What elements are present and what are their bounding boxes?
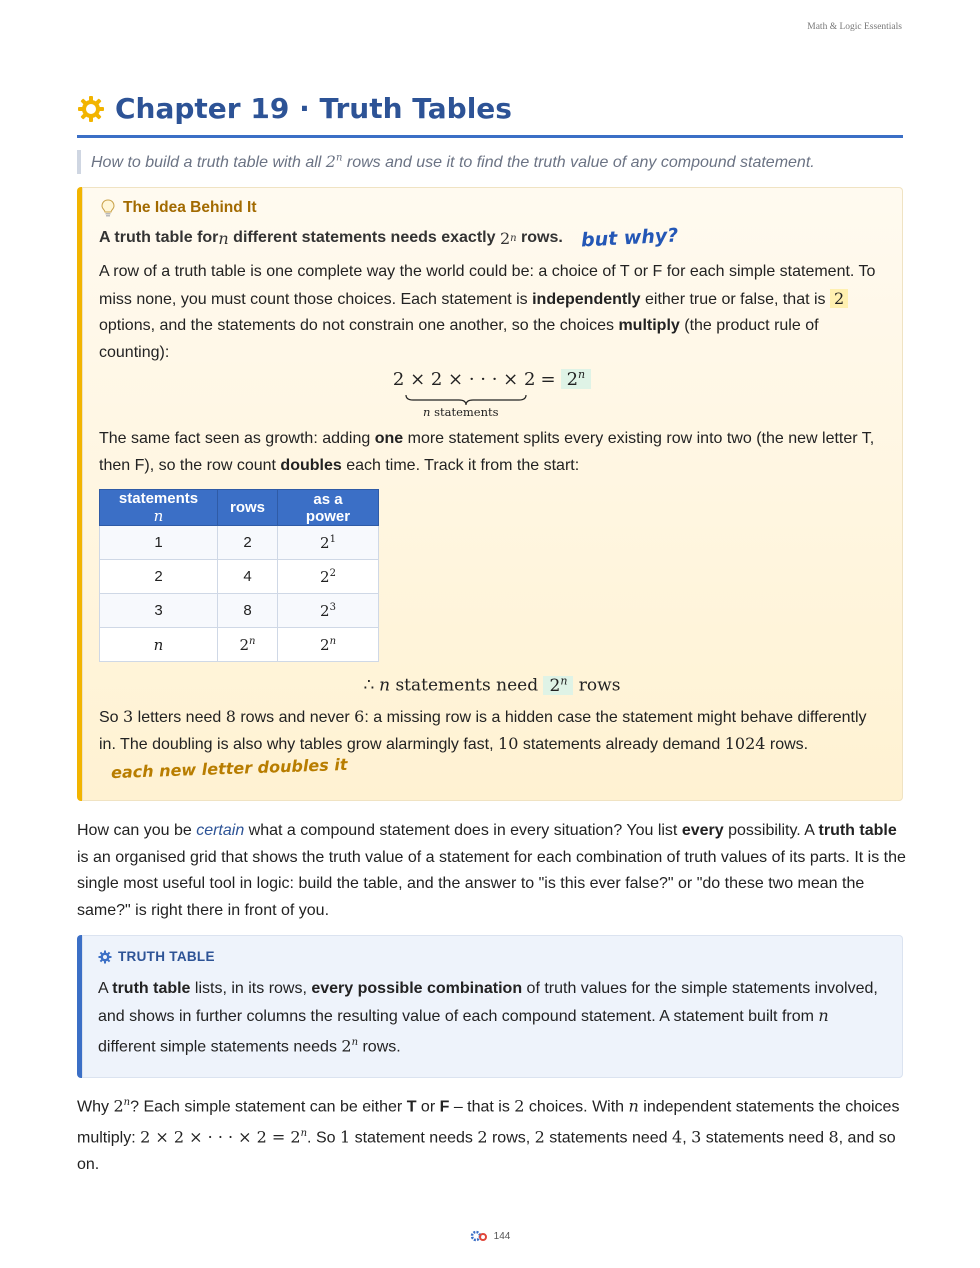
idea-paragraph-3: So 3 letters need 8 rows and never 6: a missing row is a hidden case the statement might behave differently in. The doubling is also why tables grow alarmingly fast, 10 statements already demand 1024 rows.: [99, 706, 867, 754]
table-header: as a power: [278, 490, 379, 526]
underbrace-label: n statements: [423, 405, 499, 419]
therefore-line: ∴ n statements need 2$^n$ rows: [363, 674, 621, 696]
idea-paragraph-2: The same fact seen as growth: adding one more statement splits every existing row into two (the new letter T, then F), so the row count doubles each time. Track it from the start:: [99, 430, 875, 474]
table-header: rows: [218, 490, 278, 526]
page-footer: [0, 1230, 980, 1242]
handwritten-annotation: but why?: [580, 224, 679, 252]
table-row: n 2$^n$ 2$^n$: [100, 628, 379, 662]
chapter-subtitle: How to build a truth table with all 2$^n$ rows and use it to find the truth value of any compound statement.: [77, 150, 903, 174]
product-formula: 2 × 2 × · · · × 2 = 2$^n$ n statements: [99, 368, 885, 426]
running-header: Math & Logic Essentials: [807, 22, 902, 32]
idea-claim: A truth table for n different statements needs exactly 2 n rows. but why?: [99, 224, 679, 252]
definition-text: A truth table lists, in its rows, every possible combination of truth values for the simple statements involved, and shows in further columns the resulting value of each compound statement. A statement built from n different simple statements needs 2$^n$ rows.: [98, 980, 878, 1056]
intro-paragraph: How can you be certain what a compound statement does in every situation? You list every possibility. A truth table is an organised grid that shows the truth value of a statement for each combination of truth values of its parts. It is the single most useful tool in logic: build the table, and the answer to "is this ever false?" or "do these two mean the same?" is right there in front of you.: [77, 822, 906, 919]
growth-table: [99, 489, 379, 662]
gears-logo-icon: [470, 1230, 488, 1242]
idea-paragraph-1: A row of a truth table is one complete way the world could be: a choice of T or F for each simple statement. To miss none, you must count those choices. Each statement is independently either true or false, that is 2 options, and the statements do not constrain one another, so the choices multiply (the product rule of counting):: [99, 263, 876, 361]
chapter-heading: [77, 92, 903, 138]
definition-box: [77, 935, 903, 1078]
definition-label: TRUTH TABLE: [98, 949, 885, 964]
idea-callout: [77, 187, 903, 801]
lightbulb-icon: [101, 199, 115, 217]
handwritten-annotation-2: each new letter doubles it: [110, 754, 348, 782]
chapter-title: Chapter 19 · Truth Tables: [115, 92, 512, 125]
page-number: 144: [493, 1230, 511, 1242]
highlight-two: 2: [830, 289, 848, 308]
table-header: statements n: [100, 490, 218, 526]
table-row: 1 2 $2^1$: [100, 526, 379, 560]
table-row: 2 4 $2^2$: [100, 560, 379, 594]
table-row: 3 8 $2^3$: [100, 594, 379, 628]
closing-paragraph: Why 2$^n$? Each simple statement can be either T or F – that is 2 choices. With n independent statements the choices multiply: 2 × 2 × · · · × $2 = 2^n$. So 1 statement needs 2 rows, 2 statements need 4, 3 statements need 8, and so on.: [77, 1096, 900, 1173]
gear-icon: [98, 950, 112, 964]
gear-icon: [77, 95, 105, 123]
idea-heading: The Idea Behind It: [101, 199, 885, 217]
